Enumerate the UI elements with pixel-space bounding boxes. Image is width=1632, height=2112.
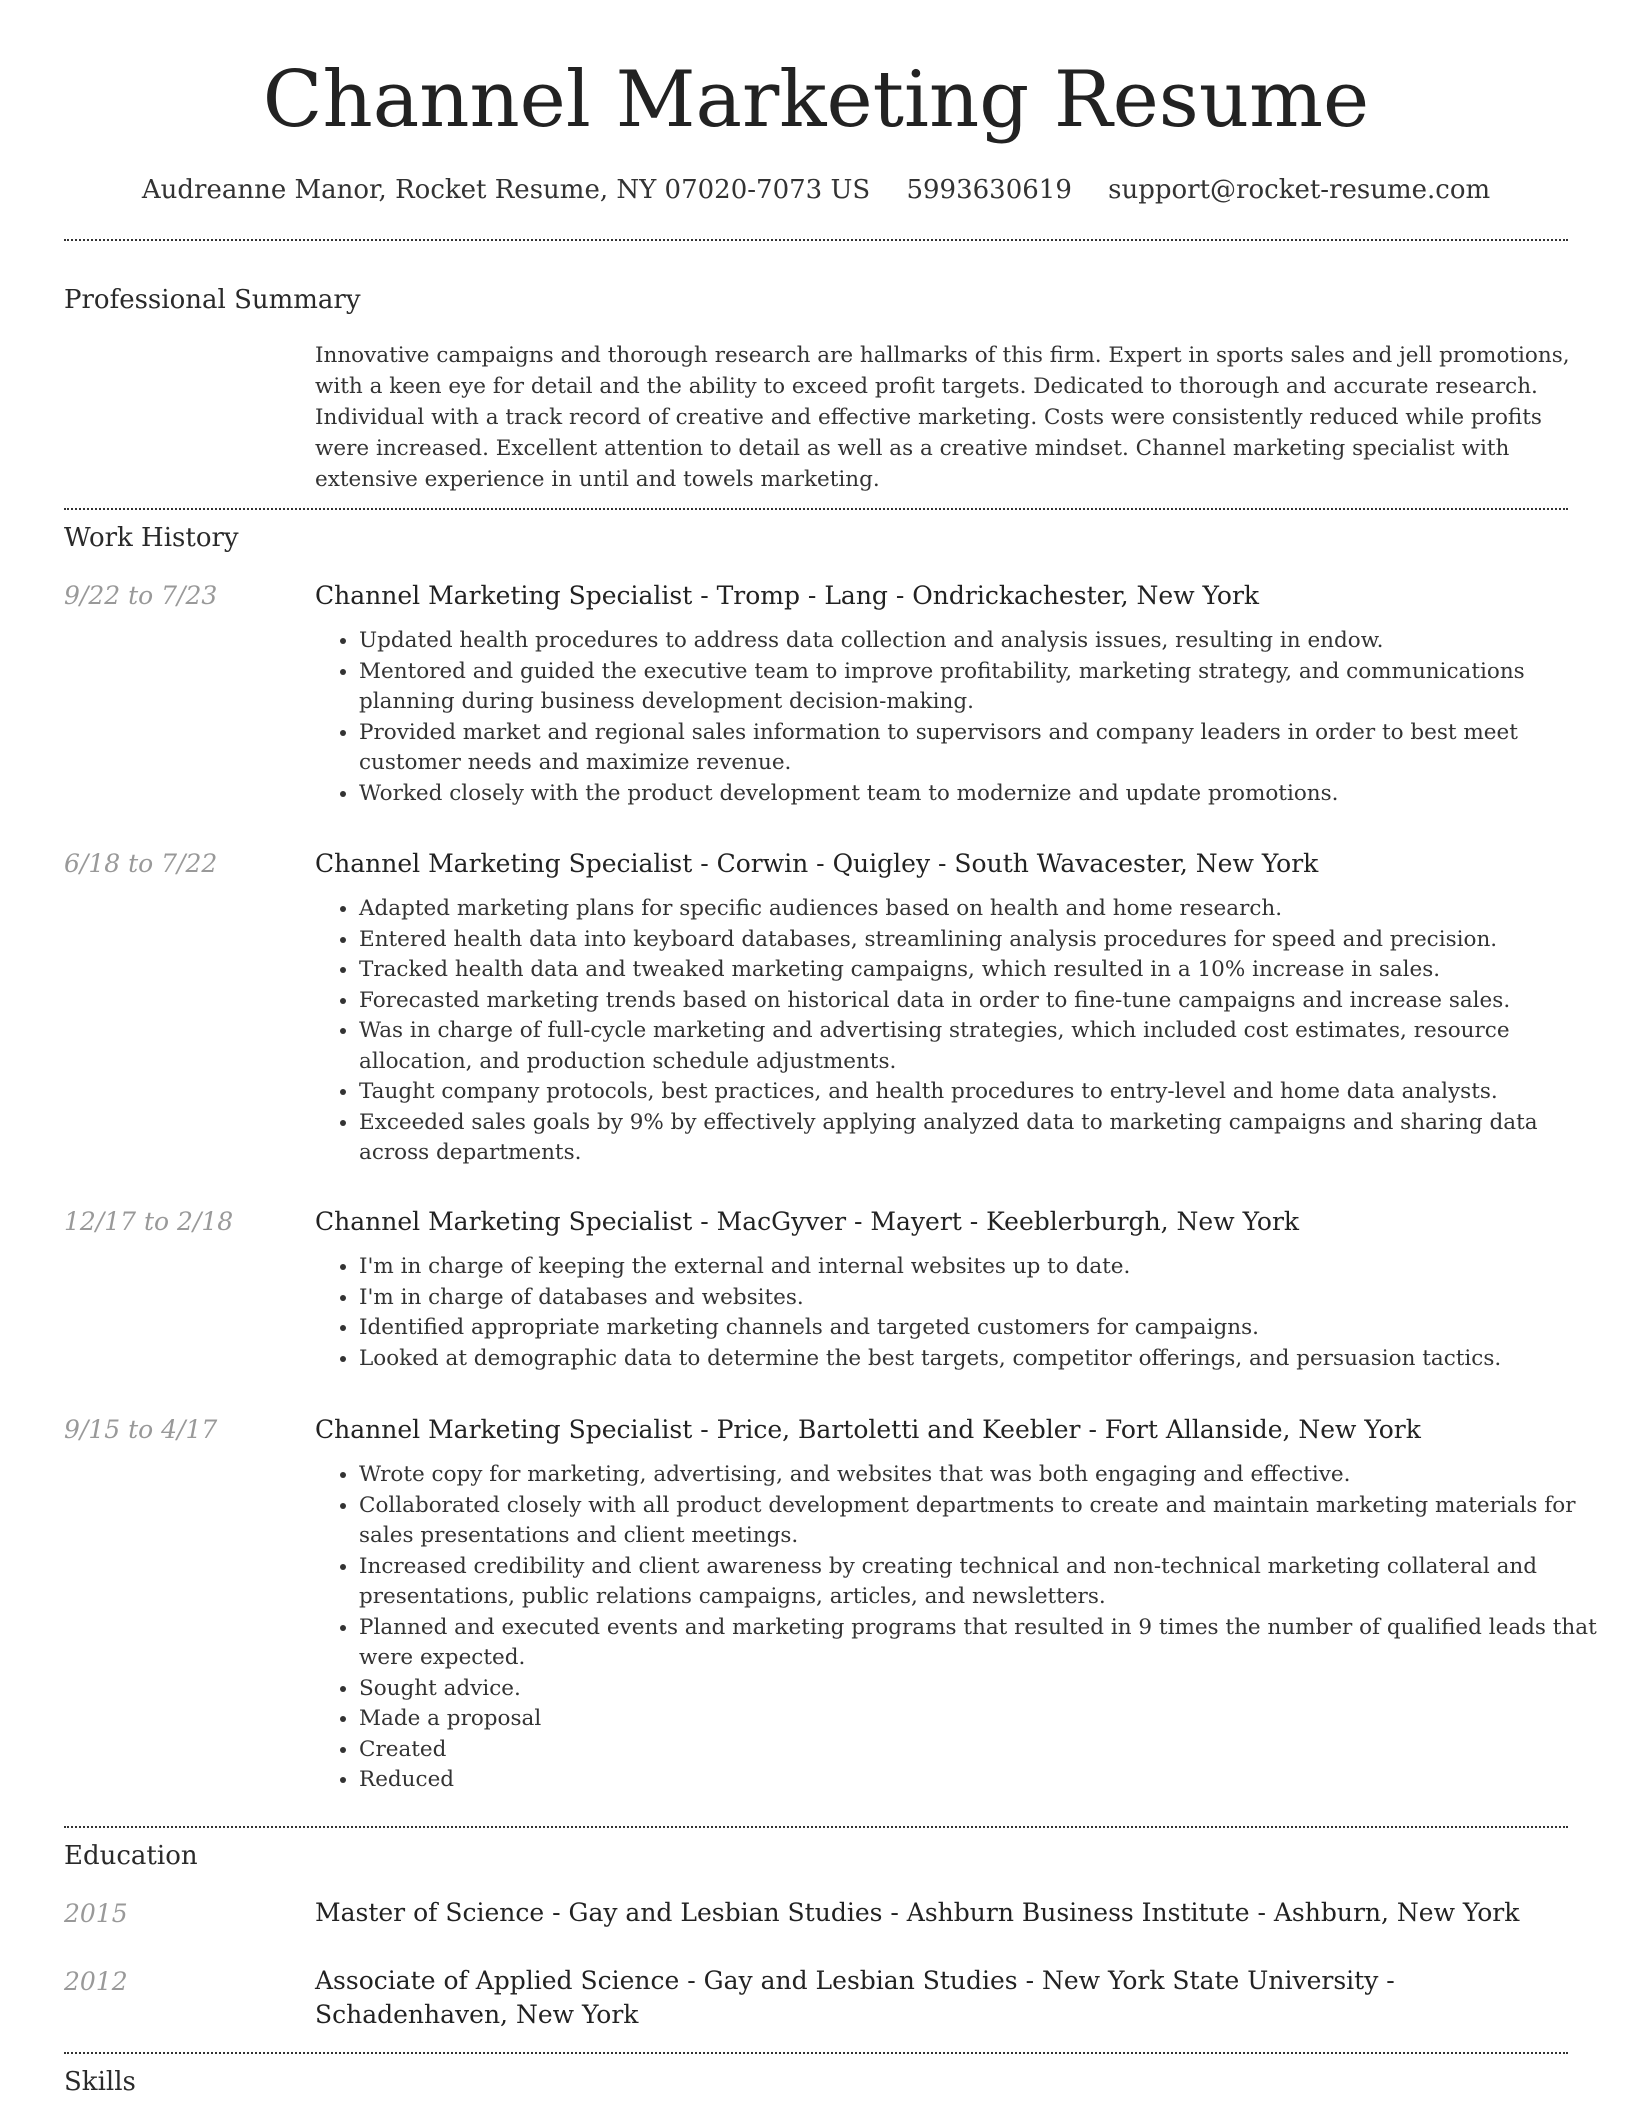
contact-line: [0, 170, 1632, 210]
job-bullet: • I'm in charge of keeping the external and internal websites up to date.: [359, 1252, 1614, 1283]
job-bullet: • Identified appropriate marketing channels and targeted customers for campaigns.: [359, 1313, 1614, 1344]
job-bullet: • Made a proposal: [359, 1704, 1614, 1735]
job-title: Channel Marketing Specialist - MacGyver - Mayert - Keeblerburgh, New York: [315, 1207, 1300, 1236]
section-heading-skills: Skills: [64, 2067, 136, 2097]
contact-phone: 5993630619: [906, 175, 1072, 205]
job-bullets: [315, 1252, 1614, 1374]
job-bullet: • Increased credibility and client awareness by creating technical and non-technical marketing collateral and presentations, public relations campaigns, articles, and newsletters.: [359, 1552, 1614, 1613]
section-heading-work: Work History: [64, 523, 239, 553]
job-bullet: • Adapted marketing plans for specific audiences based on health and home research.: [359, 894, 1614, 925]
job-bullet: • Was in charge of full-cycle marketing and advertising strategies, which included cost estimates, resource allocation, and production schedule adjustments.: [359, 1016, 1614, 1077]
job-dates: 12/17 to 2/18: [64, 1207, 234, 1236]
education-year: 2015: [64, 1899, 128, 1928]
job-bullet: • Worked closely with the product development team to modernize and update promotions.: [359, 779, 1614, 810]
job-dates: 6/18 to 7/22: [64, 849, 218, 878]
job-bullet: • Provided market and regional sales information to supervisors and company leaders in order to best meet customer needs and maximize revenue.: [359, 718, 1614, 779]
job-bullet: • Mentored and guided the executive team to improve profitability, marketing strategy, and communications planning during business development decision-making.: [359, 657, 1614, 718]
job-bullet: • Taught company protocols, best practices, and health procedures to entry-level and home data analysts.: [359, 1077, 1614, 1108]
divider: [64, 1826, 1568, 1828]
job-bullet: • Updated health procedures to address data collection and analysis issues, resulting in endow.: [359, 626, 1614, 657]
contact-email: support@rocket-resume.com: [1108, 175, 1491, 205]
summary-text: Innovative campaigns and thorough research are hallmarks of this firm. Expert in sports sales and jell promotions, with a keen eye for detail and the ability to exceed profit targets. Dedicated to thorough and accurate research. Individual with a track record of creative and effective marketing. Costs were consistently reduced while profits were increased. Excellent attention to detail as well as a creative mindset. Channel marketing specialist with extensive experience in until and towels marketing.: [315, 343, 1570, 492]
job-bullet: • Created: [359, 1735, 1614, 1766]
job-dates: 9/15 to 4/17: [64, 1415, 218, 1444]
job-bullet: • Looked at demographic data to determine the best targets, competitor offerings, and persuasion tactics.: [359, 1344, 1614, 1375]
job-bullet: • Sought advice.: [359, 1674, 1614, 1705]
divider: [64, 239, 1568, 241]
job-bullet: • I'm in charge of databases and websites.: [359, 1283, 1614, 1314]
job-bullet: • Reduced: [359, 1765, 1614, 1796]
education-year: 2012: [64, 1967, 128, 1996]
contact-address: Audreanne Manor, Rocket Resume, NY 07020-7073 US: [141, 175, 871, 205]
job-bullet: • Wrote copy for marketing, advertising, and websites that was both engaging and effective.: [359, 1460, 1614, 1491]
job-title: Channel Marketing Specialist - Tromp - Lang - Ondrickachester, New York: [315, 581, 1260, 610]
job-bullet: • Planned and executed events and marketing programs that resulted in 9 times the number of qualified leads that were expected.: [359, 1613, 1614, 1674]
job-dates: 9/22 to 7/23: [64, 581, 218, 610]
education-title: Master of Science - Gay and Lesbian Studies - Ashburn Business Institute - Ashburn, New York: [315, 1898, 1520, 1927]
job-title: Channel Marketing Specialist - Price, Bartoletti and Keebler - Fort Allanside, New York: [315, 1415, 1421, 1444]
job-title: Channel Marketing Specialist - Corwin - Quigley - South Wavacester, New York: [315, 849, 1319, 878]
job-bullet: • Entered health data into keyboard databases, streamlining analysis procedures for speed and precision.: [359, 925, 1614, 956]
divider: [64, 2052, 1568, 2054]
divider: [64, 508, 1568, 510]
job-bullet: • Collaborated closely with all product development departments to create and maintain marketing materials for sales presentations and client meetings.: [359, 1491, 1614, 1552]
job-bullets: [315, 894, 1614, 1169]
job-bullets: [315, 1460, 1614, 1796]
job-bullet: • Forecasted marketing trends based on historical data in order to fine-tune campaigns and increase sales.: [359, 986, 1614, 1017]
education-title: Associate of Applied Science - Gay and Lesbian Studies - New York State University - Schadenhaven, New York: [315, 1966, 1395, 2029]
resume-title: Channel Marketing Resume: [262, 55, 1370, 145]
job-bullet: • Exceeded sales goals by 9% by effectively applying analyzed data to marketing campaigns and sharing data across departments.: [359, 1108, 1614, 1169]
job-bullets: [315, 626, 1614, 809]
job-bullet: • Tracked health data and tweaked marketing campaigns, which resulted in a 10% increase in sales.: [359, 955, 1614, 986]
section-heading-education: Education: [64, 1841, 198, 1871]
section-heading-summary: Professional Summary: [64, 285, 361, 315]
